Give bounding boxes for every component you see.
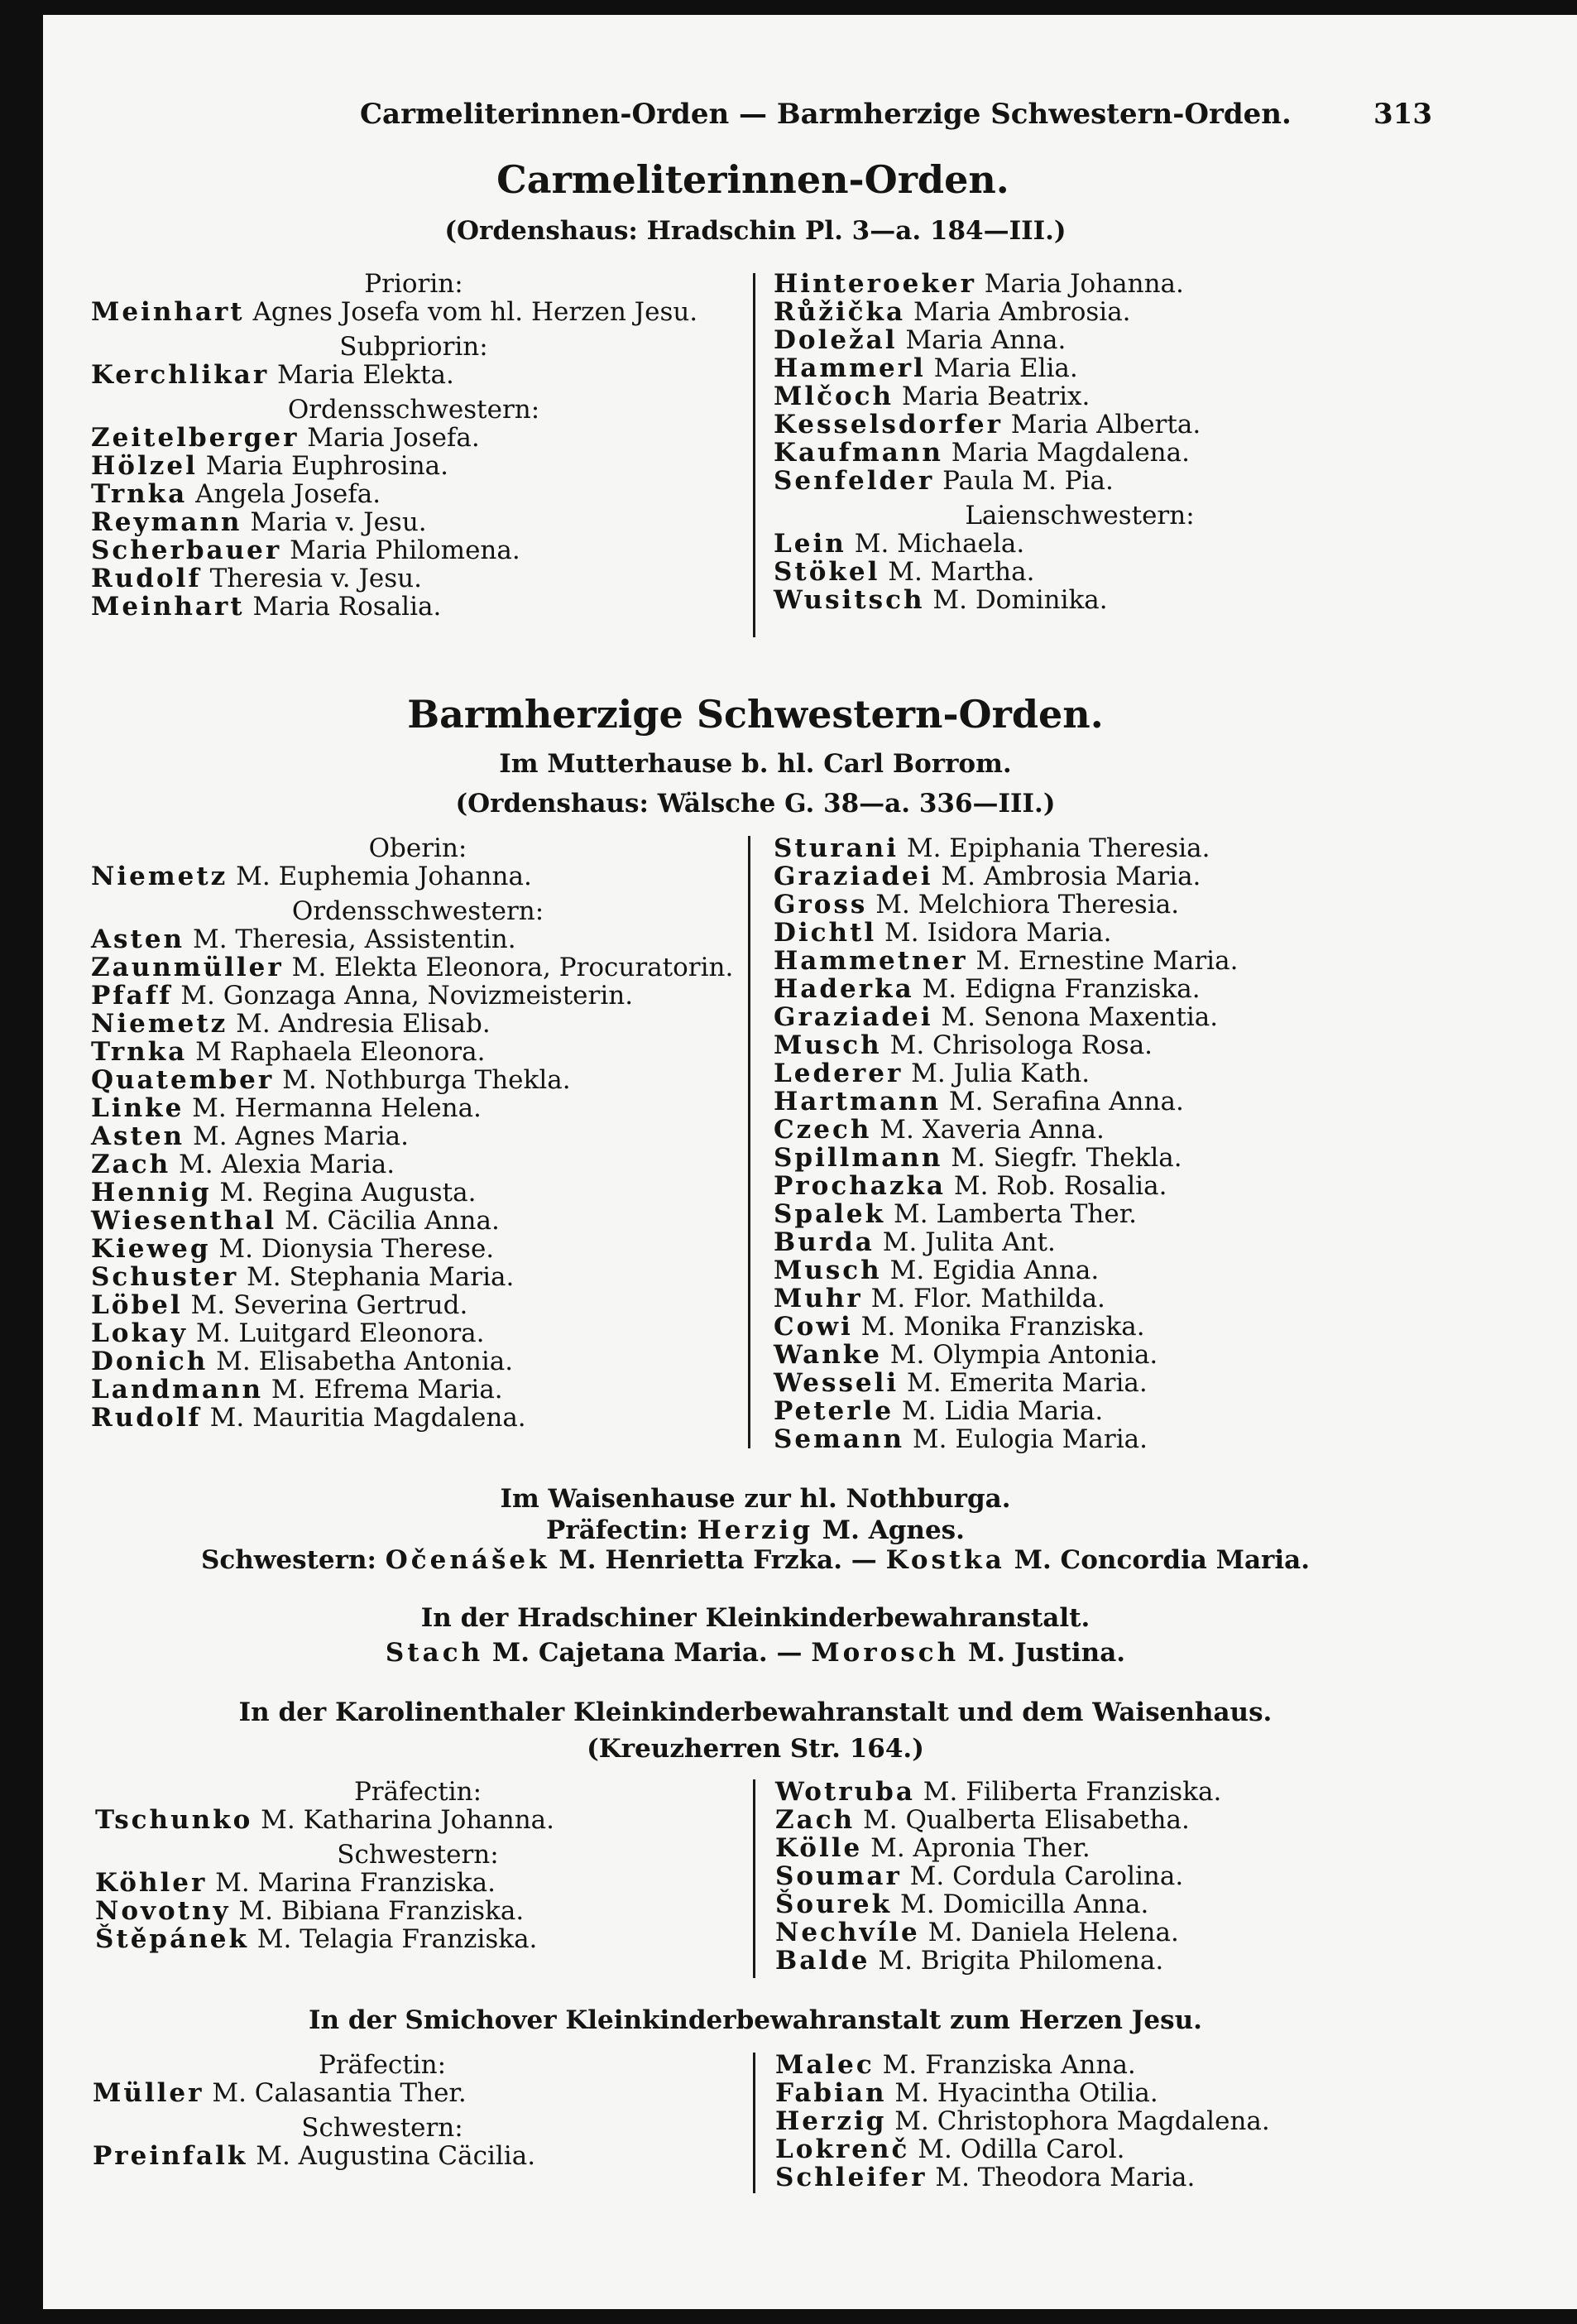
given-names: M. Michaela. xyxy=(846,529,1025,559)
given-names: M. Bibiana Franziska. xyxy=(230,1896,525,1926)
list-item xyxy=(774,558,1386,586)
list-item xyxy=(95,1806,741,1834)
given-names: M Raphaela Eleonora. xyxy=(187,1037,486,1067)
given-names: M. Epiphania Theresia. xyxy=(898,833,1210,863)
list-item xyxy=(774,1284,1402,1313)
given-names: M. Edigna Franziska. xyxy=(913,974,1201,1004)
surname: Musch xyxy=(774,1030,882,1060)
carmel-ordenshaus: (Ordenshaus: Hradschin Pl. 3—a. 184—III.) xyxy=(444,216,1067,246)
list-item xyxy=(91,1122,745,1150)
list-item xyxy=(774,919,1402,947)
list-item xyxy=(775,1862,1388,1890)
list-item xyxy=(774,1144,1402,1172)
list-item xyxy=(775,1778,1388,1806)
given-names: M. Cäcilia Anna. xyxy=(276,1206,500,1236)
surname: Müller xyxy=(93,2078,204,2108)
list-item xyxy=(93,2079,672,2107)
given-names: M. Gonzaga Anna, Novizmeisterin. xyxy=(172,981,634,1011)
given-names: Maria Beatrix. xyxy=(894,382,1090,411)
list-item xyxy=(774,1088,1402,1116)
list-item xyxy=(774,1341,1402,1369)
list-item xyxy=(93,2142,672,2170)
surname: Reymann xyxy=(91,507,242,537)
surname: Spalek xyxy=(774,1199,886,1229)
given-names: M. Egidia Anna. xyxy=(881,1256,1100,1285)
smichov-heading: In der Smichover Kleinkinderbewahranstalt zum Herzen Jesu. xyxy=(309,2005,1202,2035)
surname: Quatember xyxy=(91,1065,275,1095)
surname: Herzig xyxy=(775,2106,887,2136)
surname: Gross xyxy=(774,890,868,920)
list-item xyxy=(774,1397,1402,1425)
column-divider xyxy=(753,2053,755,2193)
given-names: Maria Anna. xyxy=(897,325,1067,355)
given-names: M. Regina Augusta. xyxy=(211,1178,477,1208)
given-names: M. Filiberta Franziska. xyxy=(914,1777,1222,1807)
list-item xyxy=(774,270,1386,298)
given-names: Angela Josefa. xyxy=(187,479,381,509)
carmel-left-column xyxy=(91,270,736,621)
given-names: Paula M. Pia. xyxy=(934,466,1114,496)
page-number: 313 xyxy=(1373,98,1432,131)
list-item xyxy=(95,1869,741,1897)
list-item xyxy=(774,1116,1402,1144)
given-names: M. Domicilla Anna. xyxy=(892,1889,1149,1919)
given-names: M. Mauritia Magdalena. xyxy=(201,1403,526,1433)
given-names: M. Marina Franziska. xyxy=(207,1868,496,1898)
given-names: M. Eulogia Maria. xyxy=(904,1424,1148,1454)
surname: Graziadei xyxy=(774,862,933,891)
given-names: M. Julita Ant. xyxy=(874,1227,1056,1257)
given-names: M. Hermanna Helena. xyxy=(184,1093,482,1123)
list-item xyxy=(774,862,1402,891)
given-names: Maria Euphrosina. xyxy=(197,451,449,481)
surname: Stökel xyxy=(774,557,880,587)
given-names: M. Senona Maxentia. xyxy=(932,1002,1219,1032)
given-names: Maria v. Jesu. xyxy=(242,507,427,537)
given-names: M. Katharina Johanna. xyxy=(252,1805,555,1835)
given-names: M. Theresia, Assistentin. xyxy=(185,924,516,954)
given-names: Maria Alberta. xyxy=(1002,410,1201,439)
list-item xyxy=(91,298,736,326)
surname: Kölle xyxy=(775,1833,863,1863)
given-names: M. Isidora Maria. xyxy=(876,918,1112,948)
karolinen-right-column xyxy=(775,1778,1388,1975)
given-names: M. Stephania Maria. xyxy=(238,1262,515,1292)
surname: Zach xyxy=(775,1805,856,1835)
surname: Rudolf xyxy=(91,1403,202,1433)
surname: Landmann xyxy=(91,1375,264,1404)
list-item xyxy=(775,2107,1404,2135)
surname: Peterle xyxy=(774,1396,894,1426)
list-item xyxy=(774,1200,1402,1228)
list-item xyxy=(774,891,1402,919)
given-names: M. Chrisologa Rosa. xyxy=(881,1030,1153,1060)
list-item xyxy=(774,439,1386,467)
surname: Pfaff xyxy=(91,981,173,1011)
list-item xyxy=(91,1038,745,1066)
column-divider xyxy=(753,1779,755,1978)
surname: Donich xyxy=(91,1347,209,1376)
given-names: M. Hyacintha Otilia. xyxy=(886,2078,1158,2108)
given-names: Maria Johanna. xyxy=(975,269,1184,299)
given-names: M. Melchiora Theresia. xyxy=(867,890,1180,920)
surname: Novotny xyxy=(95,1896,231,1926)
given-names: M. Ernestine Maria. xyxy=(967,946,1239,976)
barm-title: Barmherzige Schwestern-Orden. xyxy=(407,692,1104,737)
list-item xyxy=(774,1425,1402,1453)
role-heading: Ordensschwestern: xyxy=(291,896,544,926)
surname: Doležal xyxy=(774,325,898,355)
given-names: M. Odilla Carol. xyxy=(909,2134,1125,2164)
given-names: Maria Elekta. xyxy=(269,360,454,390)
surname: Meinhart xyxy=(91,297,245,327)
smichov-right-column xyxy=(775,2051,1404,2192)
list-item xyxy=(91,1263,745,1291)
list-item xyxy=(91,1066,745,1094)
list-item xyxy=(91,1179,745,1207)
list-item xyxy=(775,1834,1388,1862)
list-item xyxy=(774,326,1386,354)
given-names: M. Telagia Franziska. xyxy=(248,1924,538,1954)
column-divider xyxy=(748,836,750,1448)
list-item xyxy=(91,508,736,536)
surname: Sturani xyxy=(774,833,899,863)
surname: Schleifer xyxy=(775,2163,928,2192)
list-item xyxy=(91,452,736,480)
role-heading: Präfectin: xyxy=(353,1777,482,1807)
list-item xyxy=(774,1256,1402,1284)
role-heading: Oberin: xyxy=(368,833,467,863)
surname: Balde xyxy=(775,1946,870,1976)
given-names: M. Augustina Cäcilia. xyxy=(247,2141,536,2171)
surname: Scherbauer xyxy=(91,535,282,565)
waisen-schwestern: Schwestern: Očenášek M. Henrietta Frzka. — Kostka M. Concordia Maria. xyxy=(200,1545,1311,1575)
hradschin-heading: In der Hradschiner Kleinkinderbewahranstalt. xyxy=(420,1603,1090,1633)
list-item xyxy=(91,480,736,508)
column-divider xyxy=(753,273,755,637)
surname: Musch xyxy=(774,1256,882,1285)
list-item xyxy=(774,298,1386,326)
role-heading: Ordensschwestern: xyxy=(287,395,540,425)
waisen-heading: Im Waisenhause zur hl. Nothburga. xyxy=(500,1484,1011,1514)
list-item xyxy=(91,1319,745,1347)
list-item xyxy=(774,1003,1402,1031)
given-names: M. Alexia Maria. xyxy=(170,1150,395,1179)
list-item xyxy=(774,586,1386,614)
surname: Linke xyxy=(91,1093,185,1123)
surname: Semann xyxy=(774,1424,905,1454)
given-names: Agnes Josefa vom hl. Herzen Jesu. xyxy=(244,297,698,327)
surname: Hammetner xyxy=(774,946,968,976)
given-names: M. Andresia Elisab. xyxy=(228,1009,491,1039)
barm-subtitle: Im Mutterhause b. hl. Carl Borrom. xyxy=(499,749,1012,779)
list-item xyxy=(91,1150,745,1179)
list-item xyxy=(774,975,1402,1003)
surname: Prochazka xyxy=(774,1171,946,1201)
list-item xyxy=(91,862,745,891)
surname: Niemetz xyxy=(91,1009,228,1039)
surname: Kieweg xyxy=(91,1234,211,1264)
role-heading: Präfectin: xyxy=(318,2050,447,2080)
surname: Lederer xyxy=(774,1059,904,1088)
list-item xyxy=(774,411,1386,439)
given-names: M. Elekta Eleonora, Procuratorin. xyxy=(283,953,734,982)
surname: Lokrenč xyxy=(775,2134,910,2164)
given-names: M. Franziska Anna. xyxy=(874,2050,1136,2080)
running-title: Carmeliterinnen-Orden — Barmherzige Schwestern-Orden. xyxy=(360,98,1292,131)
list-item xyxy=(91,1235,745,1263)
list-item xyxy=(775,1890,1388,1918)
given-names: M. Efrema Maria. xyxy=(263,1375,503,1404)
surname: Dichtl xyxy=(774,918,877,948)
list-item xyxy=(95,1925,741,1953)
barm-left-column xyxy=(91,834,745,1432)
list-item xyxy=(775,2135,1404,2163)
given-names: M. Brigita Philomena. xyxy=(870,1946,1164,1976)
surname: Růžička xyxy=(774,297,906,327)
given-names: Maria Rosalia. xyxy=(244,592,442,622)
given-names: M. Severina Gertrud. xyxy=(182,1290,468,1320)
list-item xyxy=(774,1059,1402,1088)
surname: Köhler xyxy=(95,1868,208,1898)
list-item xyxy=(774,1031,1402,1059)
list-item xyxy=(775,1918,1388,1947)
carmel-right-column xyxy=(774,270,1386,614)
given-names: M. Euphemia Johanna. xyxy=(228,862,532,891)
given-names: M. Dominika. xyxy=(924,585,1108,615)
given-names: Maria Ambrosia. xyxy=(905,297,1131,327)
given-names: M. Siegfr. Thekla. xyxy=(942,1143,1182,1173)
list-item xyxy=(774,1228,1402,1256)
carmel-title: Carmeliterinnen-Orden. xyxy=(496,157,1009,202)
surname: Rudolf xyxy=(91,564,202,593)
surname: Wanke xyxy=(774,1340,882,1370)
waisen-praefectin: Präfectin: Herzig M. Agnes. xyxy=(546,1515,965,1545)
list-item xyxy=(91,1404,745,1432)
list-item xyxy=(91,1291,745,1319)
surname: Hölzel xyxy=(91,451,198,481)
surname: Spillmann xyxy=(774,1143,943,1173)
list-item xyxy=(774,354,1386,382)
surname: Muhr xyxy=(774,1284,863,1313)
list-item xyxy=(91,1347,745,1376)
surname: Zeitelberger xyxy=(91,423,300,453)
surname: Trnka xyxy=(91,1037,188,1067)
given-names: Maria Magdalena. xyxy=(942,438,1190,468)
role-heading: Schwestern: xyxy=(337,1840,499,1870)
karolinen-address: (Kreuzherren Str. 164.) xyxy=(587,1734,924,1764)
surname: Zaunmüller xyxy=(91,953,284,982)
given-names: M. Flor. Mathilda. xyxy=(862,1284,1105,1313)
given-names: M. Daniela Helena. xyxy=(919,1918,1179,1947)
given-names: M. Nothburga Thekla. xyxy=(274,1065,571,1095)
list-item xyxy=(91,361,736,389)
barm-right-column xyxy=(774,834,1402,1453)
list-item xyxy=(774,1369,1402,1397)
surname: Malec xyxy=(775,2050,875,2080)
list-item xyxy=(91,424,736,452)
surname: Cowi xyxy=(774,1312,853,1342)
surname: Šourek xyxy=(775,1889,893,1919)
surname: Wiesenthal xyxy=(91,1206,277,1236)
given-names: M. Elisabetha Antonia. xyxy=(208,1347,514,1376)
given-names: M. Apronia Ther. xyxy=(862,1833,1090,1863)
given-names: M. Xaveria Anna. xyxy=(871,1115,1105,1145)
given-names: M. Qualberta Elisabetha. xyxy=(855,1805,1190,1835)
surname: Asten xyxy=(91,1121,185,1151)
given-names: Maria Elia. xyxy=(925,353,1078,383)
surname: Burda xyxy=(774,1227,875,1257)
surname: Asten xyxy=(91,924,185,954)
surname: Fabian xyxy=(775,2078,887,2108)
list-item xyxy=(91,536,736,564)
list-item xyxy=(774,834,1402,862)
role-heading: Laienschwestern: xyxy=(965,501,1195,531)
given-names: M. Agnes Maria. xyxy=(185,1121,409,1151)
given-names: M. Dionysia Therese. xyxy=(210,1234,495,1264)
surname: Preinfalk xyxy=(93,2141,248,2171)
list-item xyxy=(95,1897,741,1925)
list-item xyxy=(774,530,1386,558)
surname: Lein xyxy=(774,529,846,559)
list-item xyxy=(91,953,745,982)
role-heading: Schwestern: xyxy=(301,2113,463,2143)
surname: Kerchlikar xyxy=(91,360,270,390)
given-names: M. Calasantia Ther. xyxy=(204,2078,467,2108)
given-names: M. Christophora Magdalena. xyxy=(886,2106,1270,2136)
surname: Zach xyxy=(91,1150,171,1179)
list-item xyxy=(91,564,736,593)
given-names: M. Olympia Antonia. xyxy=(881,1340,1158,1370)
list-item xyxy=(91,925,745,953)
list-item xyxy=(91,1207,745,1235)
role-heading: Priorin: xyxy=(364,269,463,299)
given-names: M. Lidia Maria. xyxy=(894,1396,1104,1426)
surname: Wesseli xyxy=(774,1368,899,1398)
surname: Trnka xyxy=(91,479,188,509)
surname: Czech xyxy=(774,1115,872,1145)
surname: Kesselsdorfer xyxy=(774,410,1003,439)
surname: Löbel xyxy=(91,1290,183,1320)
surname: Hammerl xyxy=(774,353,926,383)
given-names: M. Monika Franziska. xyxy=(852,1312,1145,1342)
surname: Štěpánek xyxy=(95,1924,249,1954)
list-item xyxy=(91,1094,745,1122)
list-item xyxy=(774,947,1402,975)
surname: Niemetz xyxy=(91,862,228,891)
role-heading: Subpriorin: xyxy=(339,332,488,362)
surname: Hennig xyxy=(91,1178,212,1208)
surname: Meinhart xyxy=(91,592,245,622)
given-names: M. Rob. Rosalia. xyxy=(946,1171,1167,1201)
hradschin-names: Stach M. Cajetana Maria. — Morosch M. Justina. xyxy=(385,1638,1126,1668)
list-item xyxy=(91,1010,745,1038)
list-item xyxy=(775,1806,1388,1834)
list-item xyxy=(91,982,745,1010)
surname: Hinteroeker xyxy=(774,269,976,299)
list-item xyxy=(775,2051,1404,2079)
given-names: M. Luitgard Eleonora. xyxy=(188,1318,485,1348)
given-names: M. Ambrosia Maria. xyxy=(932,862,1201,891)
surname: Kaufmann xyxy=(774,438,943,468)
surname: Wotruba xyxy=(775,1777,915,1807)
list-item xyxy=(775,2163,1404,2192)
surname: Soumar xyxy=(775,1861,902,1891)
given-names: M. Serafina Anna. xyxy=(941,1087,1184,1116)
surname: Schuster xyxy=(91,1262,239,1292)
list-item xyxy=(91,593,736,621)
karolinen-heading: In der Karolinenthaler Kleinkinderbewahranstalt und dem Waisenhaus. xyxy=(238,1697,1273,1727)
surname: Wusitsch xyxy=(774,585,925,615)
list-item xyxy=(774,467,1386,495)
list-item xyxy=(774,1172,1402,1200)
list-item xyxy=(775,1947,1388,1975)
smichov-left-column xyxy=(93,2051,672,2170)
surname: Senfelder xyxy=(774,466,935,496)
surname: Lokay xyxy=(91,1318,189,1348)
given-names: M. Theodora Maria. xyxy=(927,2163,1196,2192)
given-names: M. Julia Kath. xyxy=(903,1059,1090,1088)
surname: Mlčoch xyxy=(774,382,894,411)
given-names: Maria Philomena. xyxy=(281,535,520,565)
list-item xyxy=(91,1376,745,1404)
karolinen-left-column xyxy=(95,1778,741,1953)
surname: Haderka xyxy=(774,974,914,1004)
surname: Graziadei xyxy=(774,1002,933,1032)
surname: Tschunko xyxy=(95,1805,253,1835)
list-item xyxy=(775,2079,1404,2107)
given-names: Maria Josefa. xyxy=(299,423,480,453)
given-names: M. Cordula Carolina. xyxy=(901,1861,1184,1891)
given-names: M. Lamberta Ther. xyxy=(885,1199,1137,1229)
given-names: M. Emerita Maria. xyxy=(899,1368,1148,1398)
surname: Nechvíle xyxy=(775,1918,920,1947)
list-item xyxy=(774,382,1386,411)
list-item xyxy=(774,1313,1402,1341)
given-names: Theresia v. Jesu. xyxy=(201,564,422,593)
surname: Hartmann xyxy=(774,1087,941,1116)
barm-ordenshaus: (Ordenshaus: Wälsche G. 38—a. 336—III.) xyxy=(455,789,1056,819)
given-names: M. Martha. xyxy=(880,557,1035,587)
